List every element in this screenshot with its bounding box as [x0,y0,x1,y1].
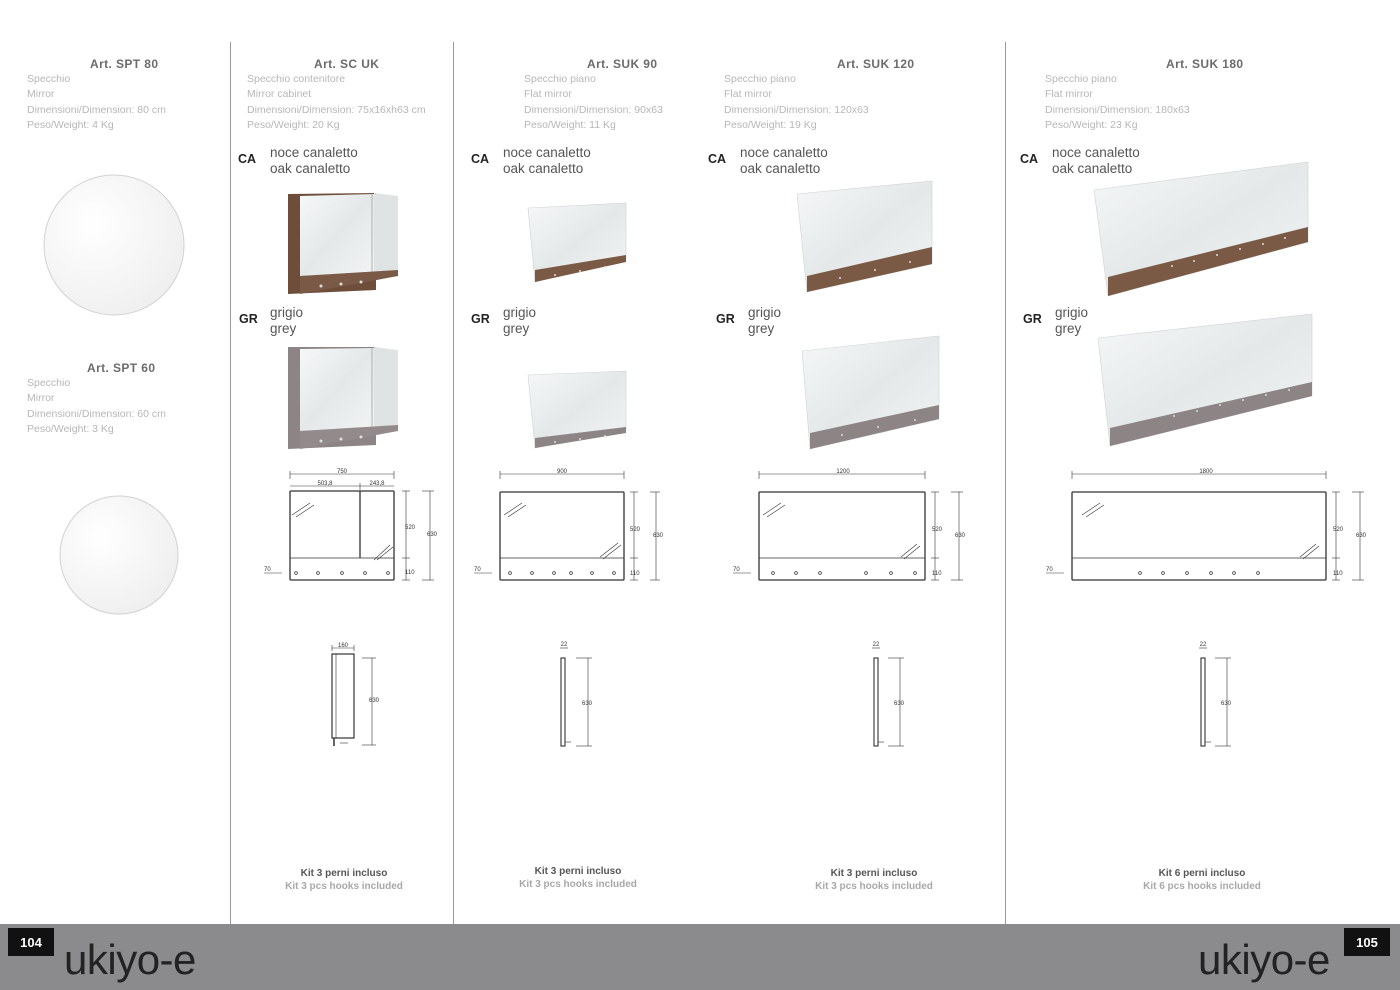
finish-name-ca: noce canaletto oak canaletto [740,145,828,176]
suk90-grey-image [525,368,635,458]
product-specs-spt60: Specchio Mirror Dimensioni/Dimension: 60 cm Peso/Weight: 3 Kg [27,377,166,435]
kit-note-suk90: Kit 3 perni incluso Kit 3 pcs hooks included [519,866,637,890]
product-specs-suk90: Specchio piano Flat mirror Dimensioni/Dimension: 90x63 Peso/Weight: 11 Kg [524,73,663,131]
product-title-suk90: Art. SUK 90 [587,57,658,71]
column-divider [230,42,231,924]
round-mirror-80-image [40,173,190,318]
suk120-front-drawing [731,465,971,590]
dim-height: 630 [1356,533,1367,539]
dim-side-height: 630 [1221,701,1232,707]
dim-depth: 22 [1199,642,1207,648]
kit-note-suk180: Kit 6 perni incluso Kit 6 pcs hooks included [1143,868,1261,892]
dim-bottom: 110 [405,570,415,576]
product-title-suk120: Art. SUK 120 [837,57,915,71]
suk180-side-drawing [1193,638,1243,753]
dim-hook: 70 [474,567,481,573]
finish-name-ca: noce canaletto oak canaletto [1052,145,1140,176]
scuk-front-drawing [262,465,442,590]
finish-name-gr: grigio grey [1055,305,1089,336]
finish-code-ca: CA [708,152,727,166]
dim-width: 1800 [1199,469,1213,475]
dim-bottom: 110 [1333,571,1343,577]
suk180-walnut-image [1092,160,1312,300]
suk120-side-drawing [866,638,916,753]
dim-left: 503,8 [317,481,333,487]
column-divider [453,42,454,924]
product-specs-spt80: Specchio Mirror Dimensioni/Dimension: 80 cm Peso/Weight: 4 Kg [27,73,166,131]
product-title-spt80: Art. SPT 80 [90,57,159,71]
finish-code-gr: GR [239,312,258,326]
dim-height: 630 [427,532,438,538]
dim-width: 900 [556,469,568,475]
suk120-grey-image [800,333,945,453]
dim-hook: 70 [733,567,740,573]
finish-code-gr: GR [716,312,735,326]
dim-bottom: 110 [932,571,942,577]
product-specs-scuk: Specchio contenitore Mirror cabinet Dimensioni/Dimension: 75x16xh63 cm Peso/Weight: 20 Kg [247,73,426,131]
dim-height: 630 [653,533,664,539]
scuk-side-drawing [322,640,382,750]
kit-note-scuk: Kit 3 perni incluso Kit 3 pcs hooks included [285,868,403,892]
finish-name-ca: noce canaletto oak canaletto [503,145,591,176]
page-number-left: 104 [8,928,54,956]
finish-code-gr: GR [1023,312,1042,326]
suk90-front-drawing [472,465,672,590]
cabinet-grey-image [286,345,401,455]
finish-code-ca: CA [238,152,257,166]
dim-inner: 520 [405,525,416,531]
product-title-suk180: Art. SUK 180 [1166,57,1244,71]
finish-code-ca: CA [471,152,490,166]
dim-right: 243,8 [369,481,385,487]
dim-width: 750 [336,469,348,475]
finish-name-ca: noce canaletto oak canaletto [270,145,358,176]
dim-depth: 22 [872,642,880,648]
suk180-front-drawing [1044,465,1374,590]
page-number-right: 105 [1344,928,1390,956]
finish-name-gr: grigio grey [503,305,537,336]
cabinet-walnut-image [286,190,401,300]
suk180-grey-image [1096,312,1316,452]
suk90-side-drawing [552,638,602,753]
suk90-walnut-image [525,200,635,290]
dim-inner: 520 [630,527,641,533]
dim-width: 1200 [836,469,850,475]
round-mirror-60-image [55,495,185,620]
dim-height: 630 [955,533,966,539]
footer-bar [0,924,1400,990]
finish-code-ca: CA [1020,152,1039,166]
brand-logo-right: ukiyo-e [1198,936,1330,983]
dim-depth: 160 [337,643,349,649]
dim-hook: 70 [1046,567,1053,573]
finish-name-gr: grigio grey [270,305,304,336]
dim-inner: 520 [932,527,943,533]
column-divider [1005,42,1006,924]
dim-side-height: 630 [894,701,905,707]
product-specs-suk120: Specchio piano Flat mirror Dimensioni/Dimension: 120x63 Peso/Weight: 19 Kg [724,73,869,131]
dim-inner: 520 [1333,527,1344,533]
kit-note-suk120: Kit 3 perni incluso Kit 3 pcs hooks included [815,868,933,892]
product-title-scuk: Art. SC UK [314,57,380,71]
product-title-spt60: Art. SPT 60 [87,361,156,375]
finish-name-gr: grigio grey [748,305,782,336]
dim-hook: 70 [264,567,271,573]
product-specs-suk180: Specchio piano Flat mirror Dimensioni/Dimension: 180x63 Peso/Weight: 23 Kg [1045,73,1190,131]
suk120-walnut-image [795,178,940,298]
finish-code-gr: GR [471,312,490,326]
dim-side-height: 630 [582,701,593,707]
dim-depth: 22 [560,642,568,648]
dim-side-height: 630 [369,698,380,704]
dim-bottom: 110 [630,571,640,577]
brand-logo-left: ukiyo-e [64,936,196,983]
